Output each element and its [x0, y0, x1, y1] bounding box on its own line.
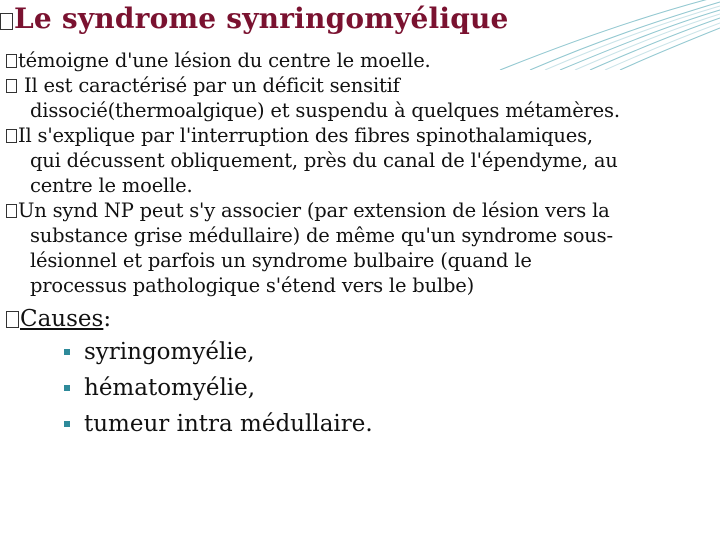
- missing-glyph-icon: [6, 204, 17, 218]
- causes-heading: Causes:: [6, 304, 714, 334]
- missing-glyph-icon: [0, 13, 13, 30]
- list-item: syringomyélie,: [6, 334, 714, 370]
- slide-body: [6, 48, 714, 442]
- causes-list: [6, 334, 714, 442]
- paragraph-4: Un synd NP peut s'y associer (par extension de lésion vers la substance grise médullaire) de même qu'un syndrome sous- lésionnel et parfois un syndrome bulbaire (quand le processus pathologique s'étend vers le bulbe): [6, 198, 714, 298]
- square-bullet-icon: [64, 421, 70, 427]
- paragraph-1: témoigne d'une lésion du centre le moelle.: [6, 48, 714, 73]
- square-bullet-icon: [64, 385, 70, 391]
- paragraph-2: Il est caractérisé par un déficit sensitif dissocié(thermoalgique) et suspendu à quelques métamères.: [6, 73, 714, 123]
- missing-glyph-icon: [6, 311, 19, 328]
- missing-glyph-icon: [6, 79, 17, 93]
- paragraph-3: Il s'explique par l'interruption des fibres spinothalamiques, qui décussent obliquement, près du canal de l'épendyme, au centre le moelle.: [6, 123, 714, 198]
- missing-glyph-icon: [6, 54, 17, 68]
- slide-title: Le syndrome synringomyélique: [0, 2, 509, 35]
- list-item: hématomyélie,: [6, 370, 714, 406]
- missing-glyph-icon: [6, 129, 17, 143]
- list-item: tumeur intra médullaire.: [6, 406, 714, 442]
- square-bullet-icon: [64, 349, 70, 355]
